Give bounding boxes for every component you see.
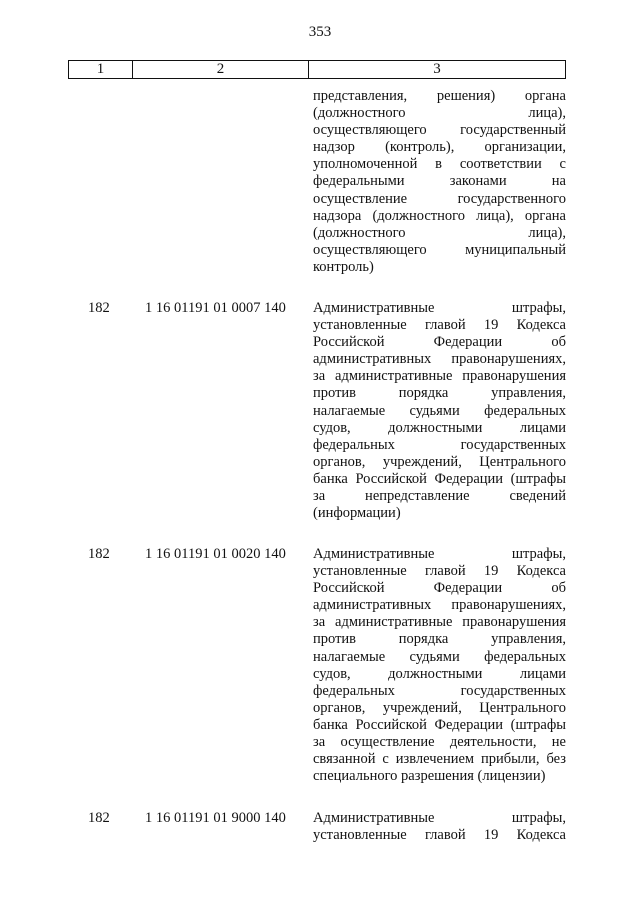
description-line: (должностного лица), (313, 105, 566, 122)
description-line: против порядка управления, (313, 631, 566, 648)
row-description (313, 88, 566, 276)
description-line: за непредставление сведений (313, 488, 566, 505)
header-col-2: 2 (132, 61, 308, 78)
description-line: федеральными законами на (313, 173, 566, 190)
description-line: установленные главой 19 Кодекса (313, 317, 566, 334)
row-description (313, 546, 566, 785)
description-line: Российской Федерации об (313, 580, 566, 597)
description-line: банка Российской Федерации (штрафы (313, 470, 566, 487)
description-line: надзор (контроль), организации, (313, 139, 566, 156)
description-line: за осуществление деятельности, не (313, 734, 566, 751)
description-line: представления, решения) органа (313, 88, 566, 104)
description-line: судов, должностными лицами (313, 419, 566, 436)
description-line: органов, учреждений, Центрального (313, 453, 566, 470)
description-line: федеральных государственных (313, 682, 566, 699)
description-line: за административные правонарушения (313, 614, 566, 631)
row-description (313, 300, 566, 522)
description-line: контроль) (313, 258, 374, 275)
description-line: надзора (должностного лица), органа (313, 207, 566, 224)
header-col-1: 1 (96, 61, 105, 77)
description-line: осуществляющего государственный (313, 122, 566, 139)
description-line: уполномоченной в соответствии с (313, 156, 566, 173)
description-line: специального разрешения (лицензии) (313, 768, 546, 785)
description-line: за административные правонарушения (313, 368, 566, 385)
table-header-row (68, 60, 566, 79)
description-line: налагаемые судьями федеральных (313, 648, 566, 665)
description-line: связанной с извлечением прибыли, без (313, 751, 566, 768)
row-kbk-code: 1 16 01191 01 0007 140 (145, 300, 286, 316)
description-line: административных правонарушениях, (313, 351, 566, 368)
row-description (313, 810, 566, 844)
description-line: (должностного лица), (313, 224, 566, 241)
description-line: Российской Федерации об (313, 334, 566, 351)
description-line: установленные главой 19 Кодекса (313, 563, 566, 580)
row-code: 182 (88, 300, 110, 316)
description-line: судов, должностными лицами (313, 665, 566, 682)
description-line: против порядка управления, (313, 385, 566, 402)
description-line: (информации) (313, 505, 401, 522)
description-line: федеральных государственных (313, 436, 566, 453)
description-line: банка Российской Федерации (штрафы (313, 716, 566, 733)
description-line: органов, учреждений, Центрального (313, 699, 566, 716)
description-line: осуществление государственного (313, 190, 566, 207)
description-line: административных правонарушениях, (313, 597, 566, 614)
row-kbk-code: 1 16 01191 01 0020 140 (145, 546, 286, 562)
row-kbk-code: 1 16 01191 01 9000 140 (145, 810, 286, 826)
row-code: 182 (88, 810, 110, 826)
description-line: налагаемые судьями федеральных (313, 402, 566, 419)
description-line: Административные штрафы, (313, 546, 566, 562)
description-line: установленные главой 19 Кодекса (313, 827, 566, 844)
header-col-3: 3 (308, 61, 565, 78)
description-line: Административные штрафы, (313, 300, 566, 316)
row-code: 182 (88, 546, 110, 562)
page-number: 353 (308, 24, 332, 40)
description-line: осуществляющего муниципальный (313, 241, 566, 258)
description-line: Административные штрафы, (313, 810, 566, 826)
